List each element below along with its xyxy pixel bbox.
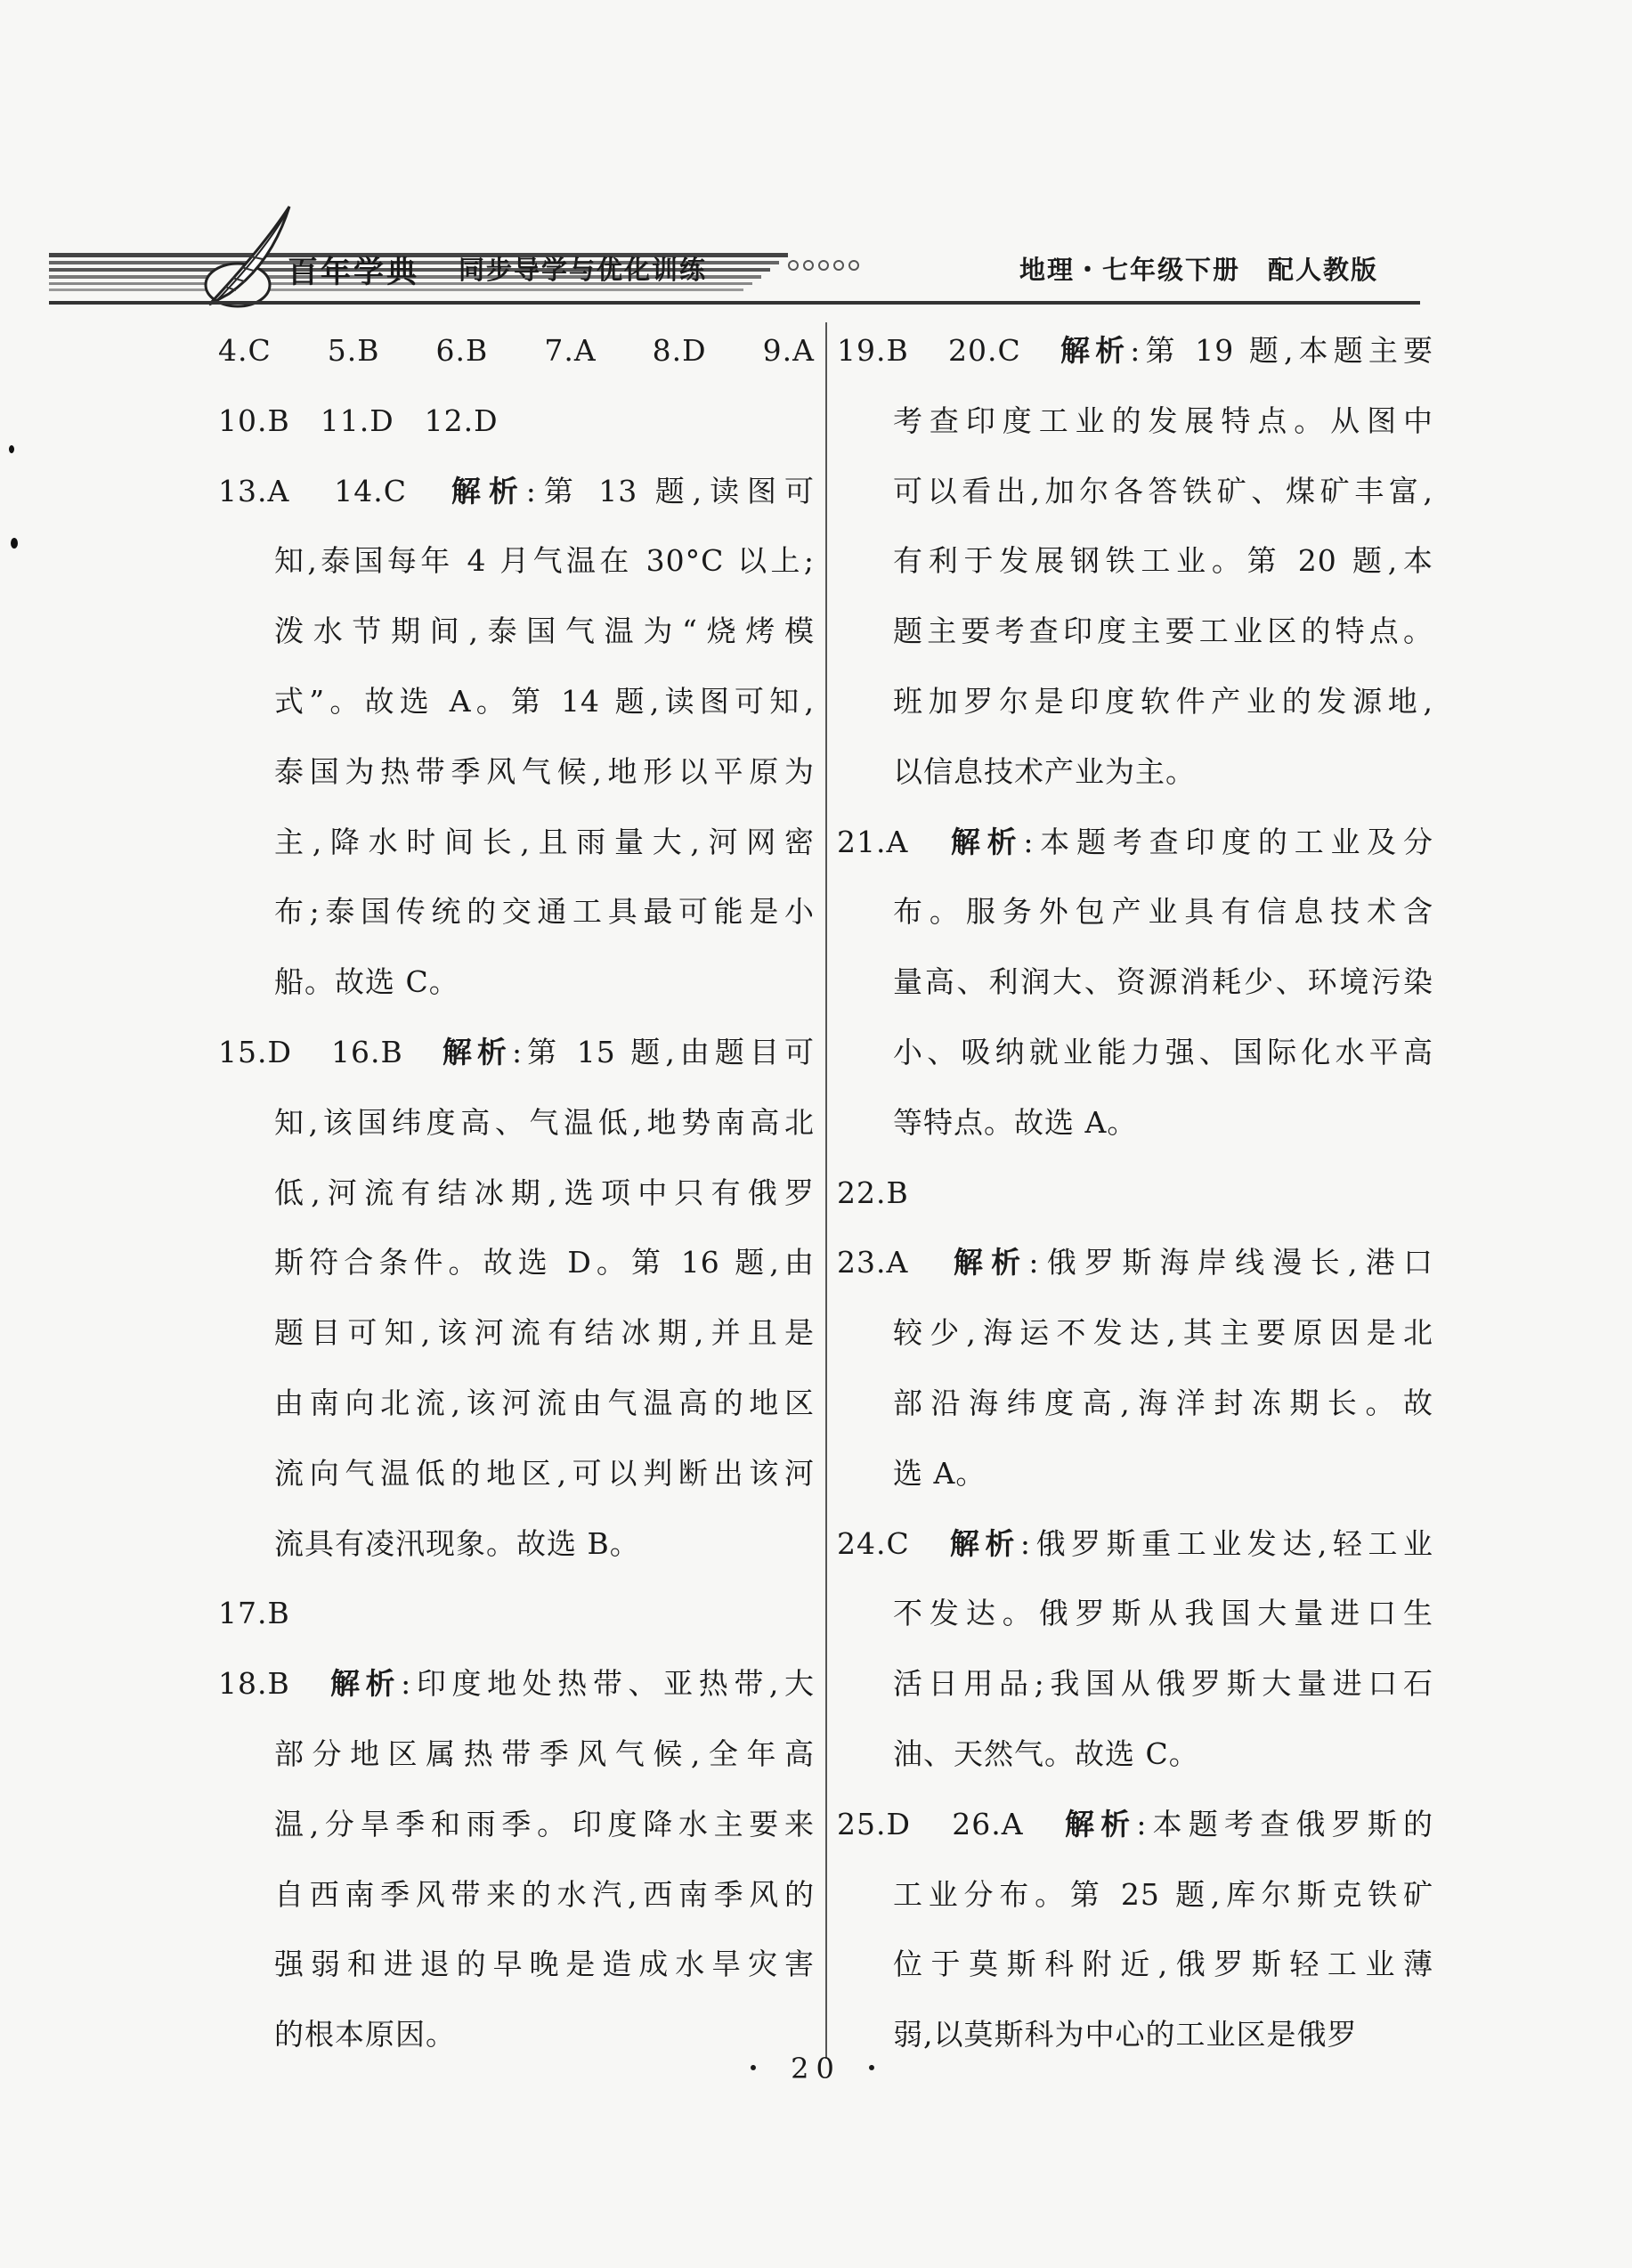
text-line: 知,该国纬度高、气温低,地势南高北 bbox=[274, 1104, 815, 1140]
answer-first-line bbox=[218, 1018, 815, 1088]
text-line: 考查印度工业的发展特点。从图中 bbox=[893, 402, 1433, 438]
text-line: 题主要考查印度主要工业区的特点。 bbox=[893, 614, 1433, 649]
text-line: 泼水节期间,泰国气温为“烧烤模 bbox=[274, 614, 815, 649]
dot-icon bbox=[833, 260, 844, 271]
answer-entry bbox=[218, 457, 815, 1018]
text-line: 不发达。俄罗斯从我国大量进口生 bbox=[893, 1596, 1433, 1631]
dot-icon bbox=[788, 260, 799, 271]
book-subtitle: 同步导学与优化训练 bbox=[459, 255, 708, 285]
text-line: 工业分布。第 25 题,库尔斯克铁矿 bbox=[893, 1876, 1433, 1912]
analysis-continuation bbox=[837, 1860, 1433, 2070]
text-line: 位于莫斯科附近,俄罗斯轻工业薄 bbox=[893, 1947, 1433, 1982]
text-line: 主,降水时间长,且雨量大,河网密 bbox=[274, 824, 815, 859]
analysis-label: 解析 bbox=[950, 824, 1024, 859]
answer-first-line: 22.B bbox=[837, 1175, 909, 1210]
text-line: 以信息技术产业为主。 bbox=[893, 753, 1196, 789]
page-number: ・ 20 ・ bbox=[738, 2052, 894, 2085]
analysis-text: :印度地处热带、亚热带,大 bbox=[401, 1666, 816, 1702]
text-line: 部分地区属热带季风气候,全年高 bbox=[274, 1736, 815, 1771]
analysis-text: :本题考查俄罗斯的 bbox=[1136, 1806, 1433, 1841]
analysis-label: 解析 bbox=[953, 1245, 1029, 1280]
text-line: 知,泰国每年 4 月气温在 30°C 以上; bbox=[274, 543, 815, 579]
answer-first-line: 10.B 11.D 12.D bbox=[218, 402, 499, 438]
text-line: 选 A。 bbox=[893, 1455, 987, 1491]
answer-entry bbox=[837, 1790, 1433, 2070]
text-line: 强弱和进退的早晚是造成水旱灾害 bbox=[274, 1947, 815, 1982]
text-line: 布。服务外包产业具有信息技术含 bbox=[893, 894, 1433, 930]
text-line: 小、吸纳就业能力强、国际化水平高 bbox=[893, 1034, 1433, 1069]
header-rule bbox=[49, 301, 1420, 305]
text-line: 班加罗尔是印度软件产业的发源地, bbox=[893, 683, 1433, 719]
text-line: 船。故选 C。 bbox=[274, 964, 459, 1000]
analysis-text: :第 13 题,读图可 bbox=[525, 473, 816, 508]
answer-first-line: 17.B bbox=[218, 1596, 290, 1631]
answer-numbers: 13.A 14.C bbox=[218, 473, 451, 508]
answer-first-line bbox=[837, 316, 1433, 386]
analysis-continuation bbox=[218, 1719, 815, 2070]
text-line: 较少,海运不发达,其主要原因是北 bbox=[893, 1315, 1433, 1351]
answer-entry bbox=[837, 1158, 1433, 1229]
text-line: 部沿海纬度高,海洋封冻期长。故 bbox=[893, 1385, 1433, 1420]
answer-numbers: 15.D 16.B bbox=[218, 1034, 443, 1069]
answer-entry bbox=[837, 316, 1433, 808]
text-line: 题目可知,该河流有结冰期,并且是 bbox=[274, 1315, 815, 1351]
text-line: 量高、利润大、资源消耗少、环境污染 bbox=[893, 964, 1433, 1000]
answer-entry bbox=[218, 386, 815, 457]
dot-icon bbox=[848, 260, 859, 271]
analysis-continuation bbox=[837, 1298, 1433, 1508]
analysis-label: 解析 bbox=[1060, 333, 1131, 368]
analysis-label: 解析 bbox=[451, 473, 526, 508]
analysis-text: :俄罗斯重工业发达,轻工业 bbox=[1019, 1525, 1434, 1561]
dot-icon bbox=[803, 260, 814, 271]
analysis-label: 解析 bbox=[949, 1525, 1020, 1561]
text-line: 温,分旱季和雨季。印度降水主要来 bbox=[274, 1806, 815, 1841]
text-line: 弱,以莫斯科为中心的工业区是俄罗 bbox=[893, 2017, 1358, 2053]
answer-entry bbox=[218, 1579, 815, 1649]
margin-mark bbox=[11, 538, 18, 549]
page-header bbox=[49, 205, 1420, 312]
left-column bbox=[218, 316, 815, 2070]
answer-first-line bbox=[837, 1509, 1433, 1580]
right-column bbox=[837, 316, 1433, 2070]
answer-entry bbox=[837, 808, 1433, 1158]
answer-first-line bbox=[837, 1228, 1433, 1298]
answer-entry bbox=[218, 1649, 815, 2070]
text-line: 有利于发展钢铁工业。第 20 题,本 bbox=[893, 543, 1433, 579]
text-line: 等特点。故选 A。 bbox=[893, 1104, 1138, 1140]
answer-first-line bbox=[218, 457, 815, 527]
analysis-text: :本题考查印度的工业及分 bbox=[1023, 824, 1434, 859]
answer-first-line: 4.C 5.B 6.B 7.A 8.D 9.A bbox=[218, 333, 815, 368]
answer-numbers: 18.B bbox=[218, 1666, 330, 1702]
analysis-continuation bbox=[837, 386, 1433, 808]
analysis-text: :俄罗斯海岸线漫长,港口 bbox=[1028, 1245, 1434, 1280]
answer-entry bbox=[837, 1509, 1433, 1790]
text-line: 油、天然气。故选 C。 bbox=[893, 1736, 1199, 1771]
margin-mark bbox=[9, 445, 14, 453]
answer-numbers: 24.C bbox=[837, 1525, 950, 1561]
answer-first-line bbox=[218, 1649, 815, 1719]
text-line: 的根本原因。 bbox=[274, 2017, 456, 2053]
text-line: 低,河流有结冰期,选项中只有俄罗 bbox=[274, 1175, 815, 1210]
analysis-continuation bbox=[218, 1088, 815, 1580]
text-line: 布;泰国传统的交通工具最可能是小 bbox=[274, 894, 815, 930]
text-line: 自西南季风带来的水汽,西南季风的 bbox=[274, 1876, 815, 1912]
analysis-continuation bbox=[218, 526, 815, 1018]
answer-entry bbox=[218, 1018, 815, 1579]
answer-entry bbox=[837, 1228, 1433, 1508]
answer-numbers: 25.D 26.A bbox=[837, 1806, 1065, 1841]
subject-edition: 地理・七年级下册 配人教版 bbox=[1019, 255, 1379, 285]
analysis-label: 解析 bbox=[1065, 1806, 1137, 1841]
text-line: 活日用品;我国从俄罗斯大量进口石 bbox=[893, 1666, 1433, 1702]
text-line: 流向气温低的地区,可以判断出该河 bbox=[274, 1455, 815, 1491]
text-line: 可以看出,加尔各答铁矿、煤矿丰富, bbox=[893, 473, 1433, 508]
answer-first-line bbox=[837, 1790, 1433, 1860]
answer-entry bbox=[218, 316, 815, 386]
analysis-label: 解析 bbox=[329, 1666, 402, 1702]
answer-first-line bbox=[837, 808, 1433, 878]
dot-icon bbox=[818, 260, 829, 271]
answer-numbers: 19.B 20.C bbox=[837, 333, 1060, 368]
text-line: 斯符合条件。故选 D。第 16 题,由 bbox=[274, 1245, 815, 1280]
analysis-continuation bbox=[837, 1579, 1433, 1789]
answer-numbers: 23.A bbox=[837, 1245, 954, 1280]
analysis-text: :第 15 题,由题目可 bbox=[511, 1034, 816, 1069]
brand-title: 百年学典 bbox=[288, 255, 419, 290]
text-line: 泰国为热带季风气候,地形以平原为 bbox=[274, 753, 815, 789]
analysis-text: :第 19 题,本题主要 bbox=[1130, 333, 1433, 368]
header-dots bbox=[788, 260, 859, 271]
answer-numbers: 21.A bbox=[837, 824, 951, 859]
analysis-label: 解析 bbox=[442, 1034, 512, 1069]
column-divider bbox=[825, 322, 827, 2059]
text-line: 式”。故选 A。第 14 题,读图可知, bbox=[274, 683, 815, 719]
text-line: 由南向北流,该河流由气温高的地区 bbox=[274, 1385, 815, 1420]
analysis-continuation bbox=[837, 877, 1433, 1158]
text-line: 流具有凌汛现象。故选 B。 bbox=[274, 1525, 640, 1561]
